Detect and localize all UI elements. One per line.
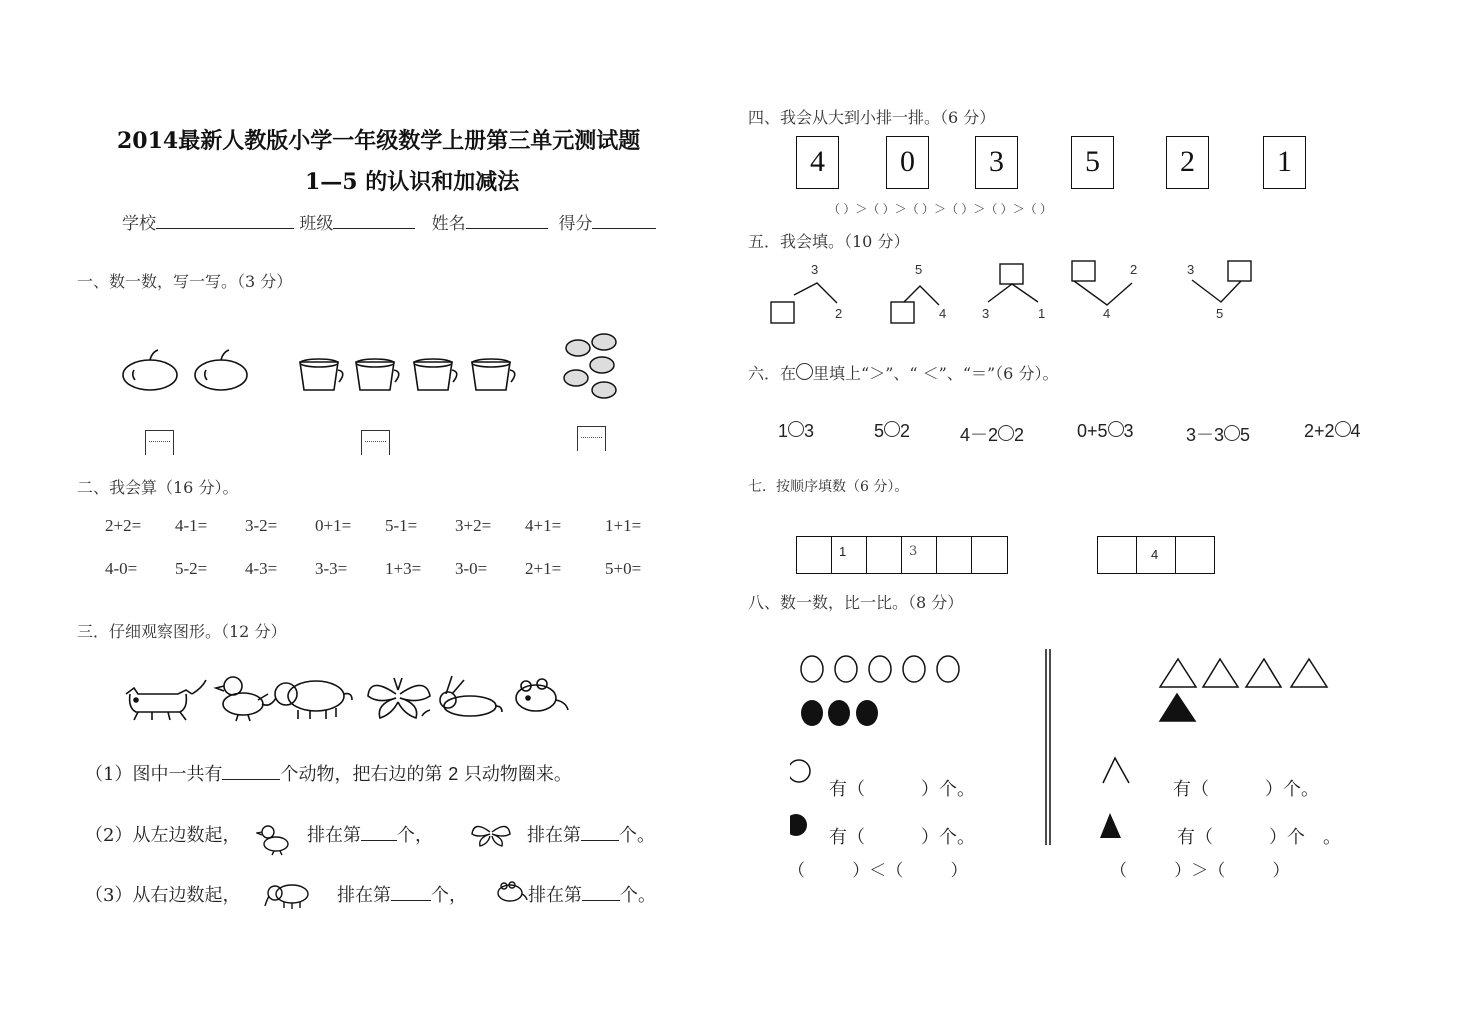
answer-box-cups[interactable] xyxy=(361,430,390,455)
section-3-title: 三．仔细观察图形。（12 分） xyxy=(77,622,287,641)
score-label: 得分 xyxy=(558,214,593,234)
mouse-small-icon xyxy=(494,880,528,904)
duck-small-icon xyxy=(256,822,292,856)
compare-item: 2+2 4 xyxy=(1304,421,1361,441)
sequence-cell: 1 xyxy=(832,537,867,573)
compare-circle[interactable] xyxy=(788,421,804,437)
divider-line xyxy=(1046,649,1050,845)
compare-triangles[interactable]: （ ）＞（ ） xyxy=(1110,861,1290,880)
compare-circle[interactable] xyxy=(884,421,900,437)
name-label: 姓名 xyxy=(431,214,466,234)
sequence-cell[interactable] xyxy=(797,537,832,573)
compare-item: 1 3 xyxy=(778,421,815,441)
sequence-cell[interactable] xyxy=(1176,537,1214,573)
number-card: 1 xyxy=(1263,136,1306,189)
count-hollow-circle: 有（ ）个。 xyxy=(829,779,975,800)
order-line[interactable]: （ ）＞（ ）＞（ ）＞（ ）＞（ ）＞（ ） xyxy=(828,202,1053,216)
answer-box-apples[interactable] xyxy=(145,430,174,455)
section-5-title: 五．我会填。（10 分） xyxy=(748,232,910,251)
q3-3-rest-a: 排在第 个， xyxy=(337,885,467,906)
tree-4-top: 2 xyxy=(1130,262,1138,277)
key-solid-triangle-icon xyxy=(1100,813,1121,838)
tree-5-bottom: 5 xyxy=(1216,306,1224,321)
calc-item: 1+1= xyxy=(605,516,642,535)
tree-3-right: 1 xyxy=(1038,306,1046,321)
sequence-cell[interactable] xyxy=(867,537,902,573)
q3-2-rest-b: 排在第 个。 xyxy=(527,825,655,846)
tree-5-top: 3 xyxy=(1187,262,1195,277)
key-hollow-triangle-icon xyxy=(1103,758,1129,783)
number-card: 2 xyxy=(1166,136,1209,189)
calc-item: 0+1= xyxy=(315,516,352,535)
calc-item: 1+3= xyxy=(385,559,422,578)
hollow-circles xyxy=(801,656,959,682)
solid-circles xyxy=(801,700,878,726)
page-title: 2014最新人教版小学一年级数学上册第三单元测试题 xyxy=(117,128,641,154)
section-6-title: 六．在 里填上“＞”、“ ＜”、“＝”（6 分）。 xyxy=(748,364,1059,383)
section-2-title: 二、我会算（16 分）。 xyxy=(77,478,239,497)
apple-icon xyxy=(195,350,247,390)
compare-item: 4－2 2 xyxy=(960,425,1025,445)
cup-icon xyxy=(300,359,343,390)
section-4-title: 四、我会从大到小排一排。（6 分） xyxy=(748,108,996,127)
calc-item: 3-2= xyxy=(245,516,278,535)
tree-1-right: 2 xyxy=(835,306,843,321)
calc-item: 2+1= xyxy=(525,559,562,578)
school-blank[interactable] xyxy=(156,212,294,229)
q3-3-rest-b: 排在第 个。 xyxy=(528,885,656,906)
count-solid-circle: 有（ ）个。 xyxy=(829,827,975,848)
compare-item: 3－3 5 xyxy=(1186,425,1251,445)
tree-3-left: 3 xyxy=(982,306,990,321)
key-solid-circle-icon xyxy=(790,814,807,836)
duck-position-blank[interactable] xyxy=(361,824,397,841)
page-subtitle: 1—5 的认识和加减法 xyxy=(305,169,520,195)
solid-triangle xyxy=(1160,694,1195,721)
elephant-small-icon xyxy=(264,880,312,910)
tree-2-top: 5 xyxy=(915,262,923,277)
calc-item: 3+2= xyxy=(455,516,492,535)
score-blank[interactable] xyxy=(592,212,656,229)
bean-icon xyxy=(564,334,616,398)
key-hollow-circle-icon xyxy=(790,760,810,782)
calc-item: 2+2= xyxy=(105,516,142,535)
compare-circles[interactable]: （ ）＜（ ） xyxy=(788,861,968,880)
school-label: 学校 xyxy=(122,214,156,234)
calc-item: 3-0= xyxy=(455,559,488,578)
sequence-cell: 4 xyxy=(1137,537,1176,573)
duck-icon xyxy=(216,677,268,721)
info-line xyxy=(122,209,656,234)
cat-icon xyxy=(126,680,206,720)
butterfly-position-blank[interactable] xyxy=(581,824,619,841)
tree-4-bottom: 4 xyxy=(1103,306,1111,321)
number-card: 0 xyxy=(886,136,929,189)
number-card: 3 xyxy=(975,136,1018,189)
compare-item: 0+5 3 xyxy=(1077,421,1134,441)
q3-2: （2）从左边数起， xyxy=(85,825,241,846)
calc-item: 5+0= xyxy=(605,559,642,578)
mouse-icon xyxy=(516,679,568,711)
sequence-cell: 3 xyxy=(902,537,937,573)
q3-1: （1）图中一共有 个动物，把右边的第 2 只动物圈来。 xyxy=(85,764,572,785)
compare-circle[interactable] xyxy=(1108,421,1124,437)
calc-item: 4-1= xyxy=(175,516,208,535)
sequence-cell[interactable] xyxy=(972,537,1007,573)
answer-box-beans[interactable] xyxy=(577,426,606,451)
sequence-row-1 xyxy=(796,536,1008,574)
rabbit-icon xyxy=(422,676,502,716)
butterfly-icon xyxy=(368,678,430,718)
compare-circle[interactable] xyxy=(1335,421,1351,437)
calc-item: 4+1= xyxy=(525,516,562,535)
elephant-position-blank[interactable] xyxy=(391,884,431,901)
calc-item: 3-3= xyxy=(315,559,348,578)
hollow-triangles xyxy=(1160,659,1327,687)
elephant-icon xyxy=(262,681,352,719)
calc-item: 4-0= xyxy=(105,559,138,578)
circle-icon xyxy=(796,363,813,380)
q3-2-rest-a: 排在第 个， xyxy=(307,825,433,846)
sequence-cell[interactable] xyxy=(937,537,972,573)
number-card: 5 xyxy=(1071,136,1114,189)
count-solid-triangle: 有（ ）个 。 xyxy=(1177,827,1341,848)
cup-icon xyxy=(472,359,515,390)
calc-item: 5-2= xyxy=(175,559,208,578)
calc-item: 4-3= xyxy=(245,559,278,578)
section-8-shapes xyxy=(790,645,1350,845)
q3-3: （3）从右边数起， xyxy=(85,885,241,906)
tree-1-top: 3 xyxy=(811,262,819,277)
sequence-row-2 xyxy=(1097,536,1215,574)
section-7-title: 七．按顺序填数（6 分）。 xyxy=(748,479,909,495)
mouse-position-blank[interactable] xyxy=(582,884,620,901)
compare-circle[interactable] xyxy=(1224,425,1240,441)
animals-count-blank[interactable] xyxy=(222,763,280,780)
sequence-cell[interactable] xyxy=(1098,537,1137,573)
compare-item: 5 2 xyxy=(874,421,911,441)
name-blank[interactable] xyxy=(466,212,548,229)
class-blank[interactable] xyxy=(333,212,415,229)
calc-item: 5-1= xyxy=(385,516,418,535)
section-1-title: 一、数一数，写一写。（3 分） xyxy=(77,272,293,291)
compare-circle[interactable] xyxy=(998,425,1014,441)
cup-icon xyxy=(356,359,399,390)
number-card: 4 xyxy=(796,136,839,189)
butterfly-small-icon xyxy=(470,818,512,848)
count-hollow-triangle: 有（ ）个。 xyxy=(1173,779,1319,800)
animals-row xyxy=(118,672,578,722)
section-8-title: 八、数一数，比一比。（8 分） xyxy=(748,593,964,612)
tree-2-right: 4 xyxy=(939,306,947,321)
cup-icon xyxy=(414,359,457,390)
class-label: 班级 xyxy=(299,214,334,234)
apple-icon xyxy=(123,350,177,390)
